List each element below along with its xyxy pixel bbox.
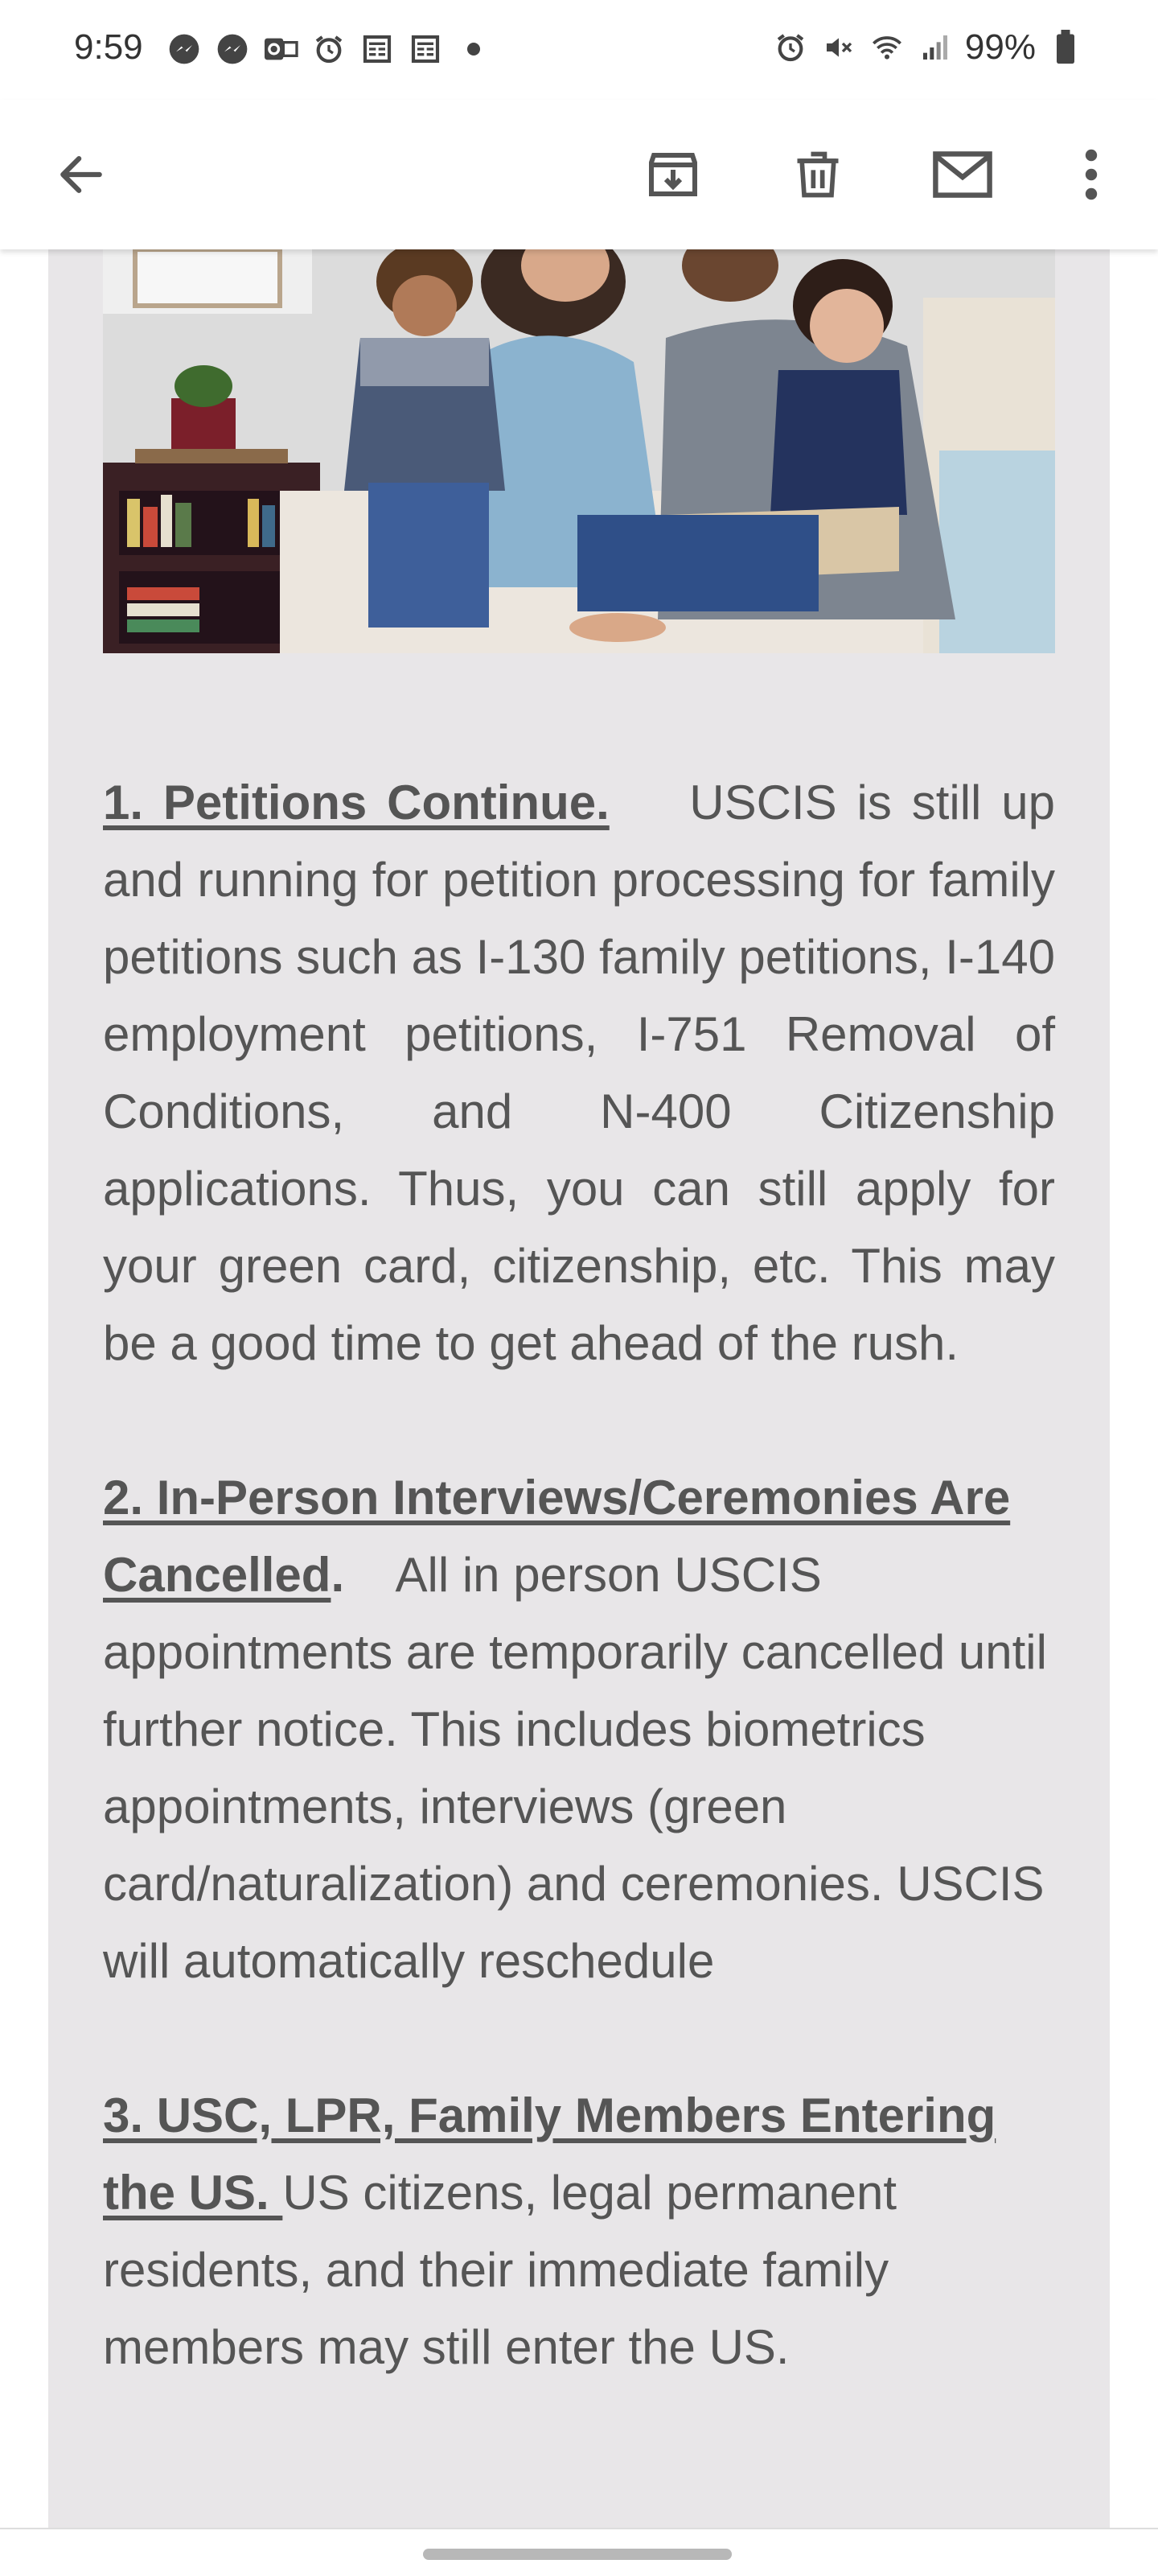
status-time: 9:59 <box>74 27 143 67</box>
signal-icon <box>917 29 954 66</box>
mark-unread-button[interactable] <box>918 130 1007 219</box>
archive-button[interactable] <box>629 130 717 219</box>
news-icon <box>407 31 444 68</box>
paragraph-petitions <box>103 764 1055 1382</box>
heading-period: . <box>331 1548 345 1602</box>
interviews-body: All in person USCIS appointments are temporarily cancelled until further notice. This includes biometrics appointments, interviews (green card/naturalization) and ceremonies. USCIS will automatically reschedule <box>103 1548 1047 1988</box>
family-photo <box>103 249 1055 653</box>
system-status-icons <box>772 27 1084 68</box>
paragraph-interviews <box>103 1459 1055 2000</box>
home-gesture-handle[interactable] <box>423 2549 732 2560</box>
back-arrow-icon <box>54 147 109 202</box>
outlook-icon <box>262 31 299 68</box>
article <box>103 764 1055 2463</box>
delete-icon <box>790 146 845 204</box>
battery-icon <box>1047 29 1084 66</box>
messenger-icon <box>166 31 203 68</box>
navigation-bar <box>0 2528 1158 2576</box>
dot-icon <box>455 31 492 68</box>
messenger-icon <box>214 31 251 68</box>
archive-icon <box>644 146 702 204</box>
heading-interviews-cancelled: 2. In-Person Interviews/Ceremonies Are Cancelled <box>103 1471 1011 1602</box>
paragraph-entering-us <box>103 2077 1055 2386</box>
email-toolbar <box>0 100 1158 249</box>
alarm-icon <box>310 31 347 68</box>
heading-entering-us: 3. USC, LPR, Family Members Entering the US. <box>103 2088 996 2220</box>
entering-us-body: US citizens, legal permanent residents, and their immediate family members may still enter the US. <box>103 2166 897 2374</box>
mute-icon <box>820 29 857 66</box>
petitions-body: USCIS is still up and running for petition processing for family petitions such as I-130 family petitions, I-140 employment petitions, I-751 Removal of Conditions, and N-400 Citizenship applications. Thus, you can still apply for your green card, citizenship, etc. This may be a good time to get ahead of the rush. <box>103 776 1056 1370</box>
alarm-icon <box>772 29 809 66</box>
wifi-icon <box>868 29 905 66</box>
back-button[interactable] <box>37 130 125 219</box>
more-options-icon <box>1082 146 1101 204</box>
email-body[interactable] <box>0 249 1158 2528</box>
newsletter-panel <box>48 249 1110 2528</box>
news-icon <box>359 31 396 68</box>
mark-unread-icon <box>930 149 995 200</box>
status-bar <box>0 0 1158 100</box>
delete-button[interactable] <box>774 130 862 219</box>
more-options-button[interactable] <box>1047 130 1135 219</box>
heading-petitions-continue: 1. Petitions Continue. <box>103 776 610 829</box>
notification-icons <box>166 31 492 68</box>
battery-percentage: 99% <box>964 27 1036 67</box>
